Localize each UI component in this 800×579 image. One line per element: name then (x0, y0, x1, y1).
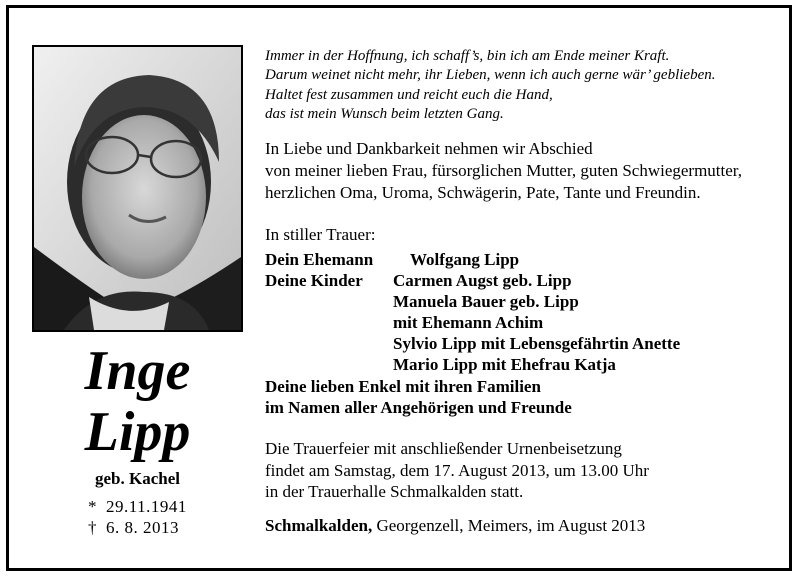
last-name: Lipp (84, 401, 191, 463)
service-line: Die Trauerfeier mit anschließender Urnenbeisetzung (265, 439, 622, 458)
stiller-trauer-heading: In stiller Trauer: (265, 225, 376, 244)
poem-line: Haltet fest zusammen und reicht euch die Hand, (265, 86, 553, 103)
poem-line: Immer in der Hoffnung, ich schaff’s, bin ich am Ende meiner Kraft. (265, 48, 670, 64)
farewell-line: In Liebe und Dankbarkeit nehmen wir Abschied (265, 139, 593, 158)
first-name: Inge (84, 340, 191, 402)
place-rest: Georgenzell, Meimers, im August 2013 (372, 516, 646, 535)
husband-row (265, 249, 680, 270)
children-label: Deine Kinder (265, 271, 363, 291)
grandchildren-line: Deine lieben Enkel mit ihren Familien (265, 376, 541, 396)
child-name: Mario Lipp mit Ehefrau Katja (393, 355, 616, 375)
maiden-name: geb. Kachel (95, 469, 180, 488)
birth-date-line (88, 497, 187, 517)
service-line: findet am Samstag, dem 17. August 2013, um 13.00 Uhr (265, 460, 649, 480)
death-date: 6. 8. 2013 (106, 518, 179, 537)
farewell-line: von meiner lieben Frau, fürsorglichen Mutter, guten Schwiegermutter, (265, 161, 743, 180)
death-cross-icon: † (88, 518, 97, 537)
funeral-service-info (265, 438, 649, 503)
child-name: Manuela Bauer geb. Lipp (393, 292, 579, 312)
place-date-line (265, 516, 645, 536)
service-line: in der Trauerhalle Schmalkalden statt. (265, 482, 524, 501)
husband-label: Dein Ehemann (265, 250, 374, 269)
poem (265, 47, 715, 124)
husband-name: Wolfgang Lipp (410, 250, 520, 269)
children-row (265, 270, 680, 291)
child-spouse: mit Ehemann Achim (393, 313, 544, 333)
poem-line: Darum weinet nicht mehr, ihr Lieben, wenn ich auch gerne wär’ geblieben. (265, 67, 716, 84)
mourners-list (265, 249, 680, 418)
portrait-photo (32, 45, 243, 332)
child-name: Sylvio Lipp mit Lebensgefährtin Anette (393, 334, 681, 354)
farewell-line: herzlichen Oma, Uroma, Schwägerin, Pate, Tante und Freundin. (265, 183, 701, 202)
birth-date: 29.11.1941 (106, 497, 187, 516)
poem-line: das ist mein Wunsch beim letzten Gang. (265, 105, 504, 122)
farewell-text (265, 138, 742, 204)
relatives-line: im Namen aller Angehörigen und Freunde (265, 397, 572, 417)
death-date-line (88, 518, 179, 538)
birth-star-icon: * (88, 497, 97, 516)
place-town: Schmalkalden, (265, 516, 373, 535)
child-name: Carmen Augst geb. Lipp (393, 271, 572, 291)
